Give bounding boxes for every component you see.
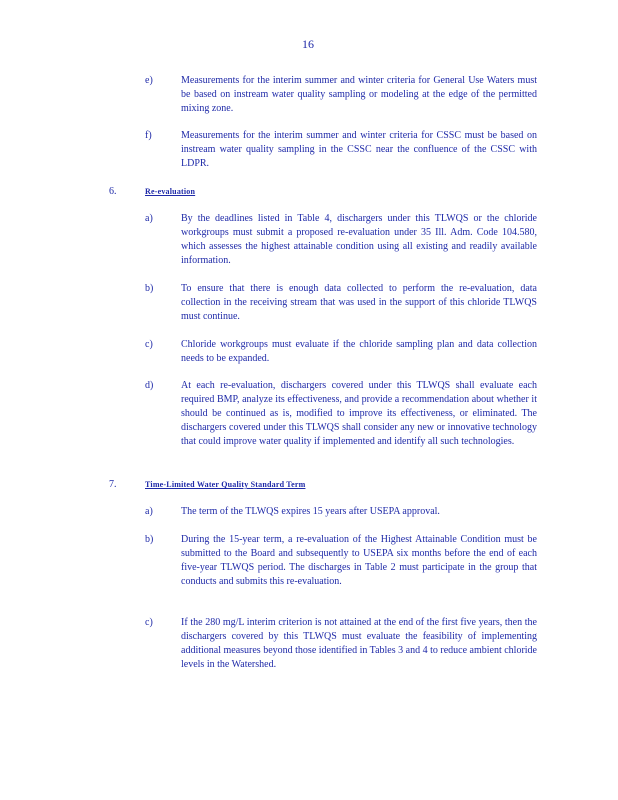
item-marker: c): [145, 617, 153, 628]
item-marker: b): [145, 283, 154, 294]
item-marker: e): [145, 75, 153, 86]
item-marker: a): [145, 506, 153, 517]
item-text: If the 280 mg/L interim criterion is not attained at the end of the first five years, then the dischargers covered by this TLWQS must evaluate the feasibility of implementing additional measures beyond those identified in Tables 3 and 4 to reduce ambient chloride levels in the Watershed.: [181, 617, 537, 670]
page-number: 16: [302, 37, 314, 51]
item-marker: b): [145, 534, 154, 545]
item-text: During the 15-year term, a re-evaluation of the Highest Attainable Condition must be submitted to the Board and subsequently to USEPA six months before the end of each five-year TLWQS period. The discharges in Table 2 must participate in the group that conducts and submits this re-evaluation.: [181, 534, 537, 587]
item-marker: c): [145, 339, 153, 350]
item-text: At each re-evaluation, dischargers covered under this TLWQS shall evaluate each required BMP, analyze its effectiveness, and provide a recommendation about whether it should be continued as is, modified to improve its effectiveness, or eliminated. The dischargers covered under this TLWQS shall consider any new or innovative technology that could improve water quality if implemented and identify all such technologies.: [181, 380, 537, 447]
section-heading: Re-evaluation: [145, 187, 196, 196]
section-heading: Time-Limited Water Quality Standard Term: [145, 480, 306, 489]
section-number: 7.: [109, 479, 117, 490]
item-text: To ensure that there is enough data collected to perform the re-evaluation, data collection in the receiving stream that was used in the support of this chloride TLWQS must continue.: [181, 283, 537, 322]
item-text: Measurements for the interim summer and winter criteria for CSSC must be based on instream water quality sampling in the CSSC near the confluence of the CSSC with LDPR.: [181, 130, 537, 169]
item-text: The term of the TLWQS expires 15 years after USEPA approval.: [181, 506, 440, 517]
item-text: Chloride workgroups must evaluate if the chloride sampling plan and data collection needs to be expanded.: [181, 339, 537, 364]
item-text: By the deadlines listed in Table 4, dischargers under this TLWQS or the chloride workgroups must submit a proposed re-evaluation under 35 Ill. Adm. Code 104.580, which assesses the highest attainable condition using all existing and readily available information.: [181, 213, 537, 266]
item-marker: f): [145, 130, 152, 141]
section-number: 6.: [109, 186, 117, 197]
item-marker: a): [145, 213, 153, 224]
item-marker: d): [145, 380, 154, 391]
item-text: Measurements for the interim summer and winter criteria for General Use Waters must be based on instream water quality sampling or modeling at the edge of the permitted mixing zone.: [181, 75, 537, 114]
